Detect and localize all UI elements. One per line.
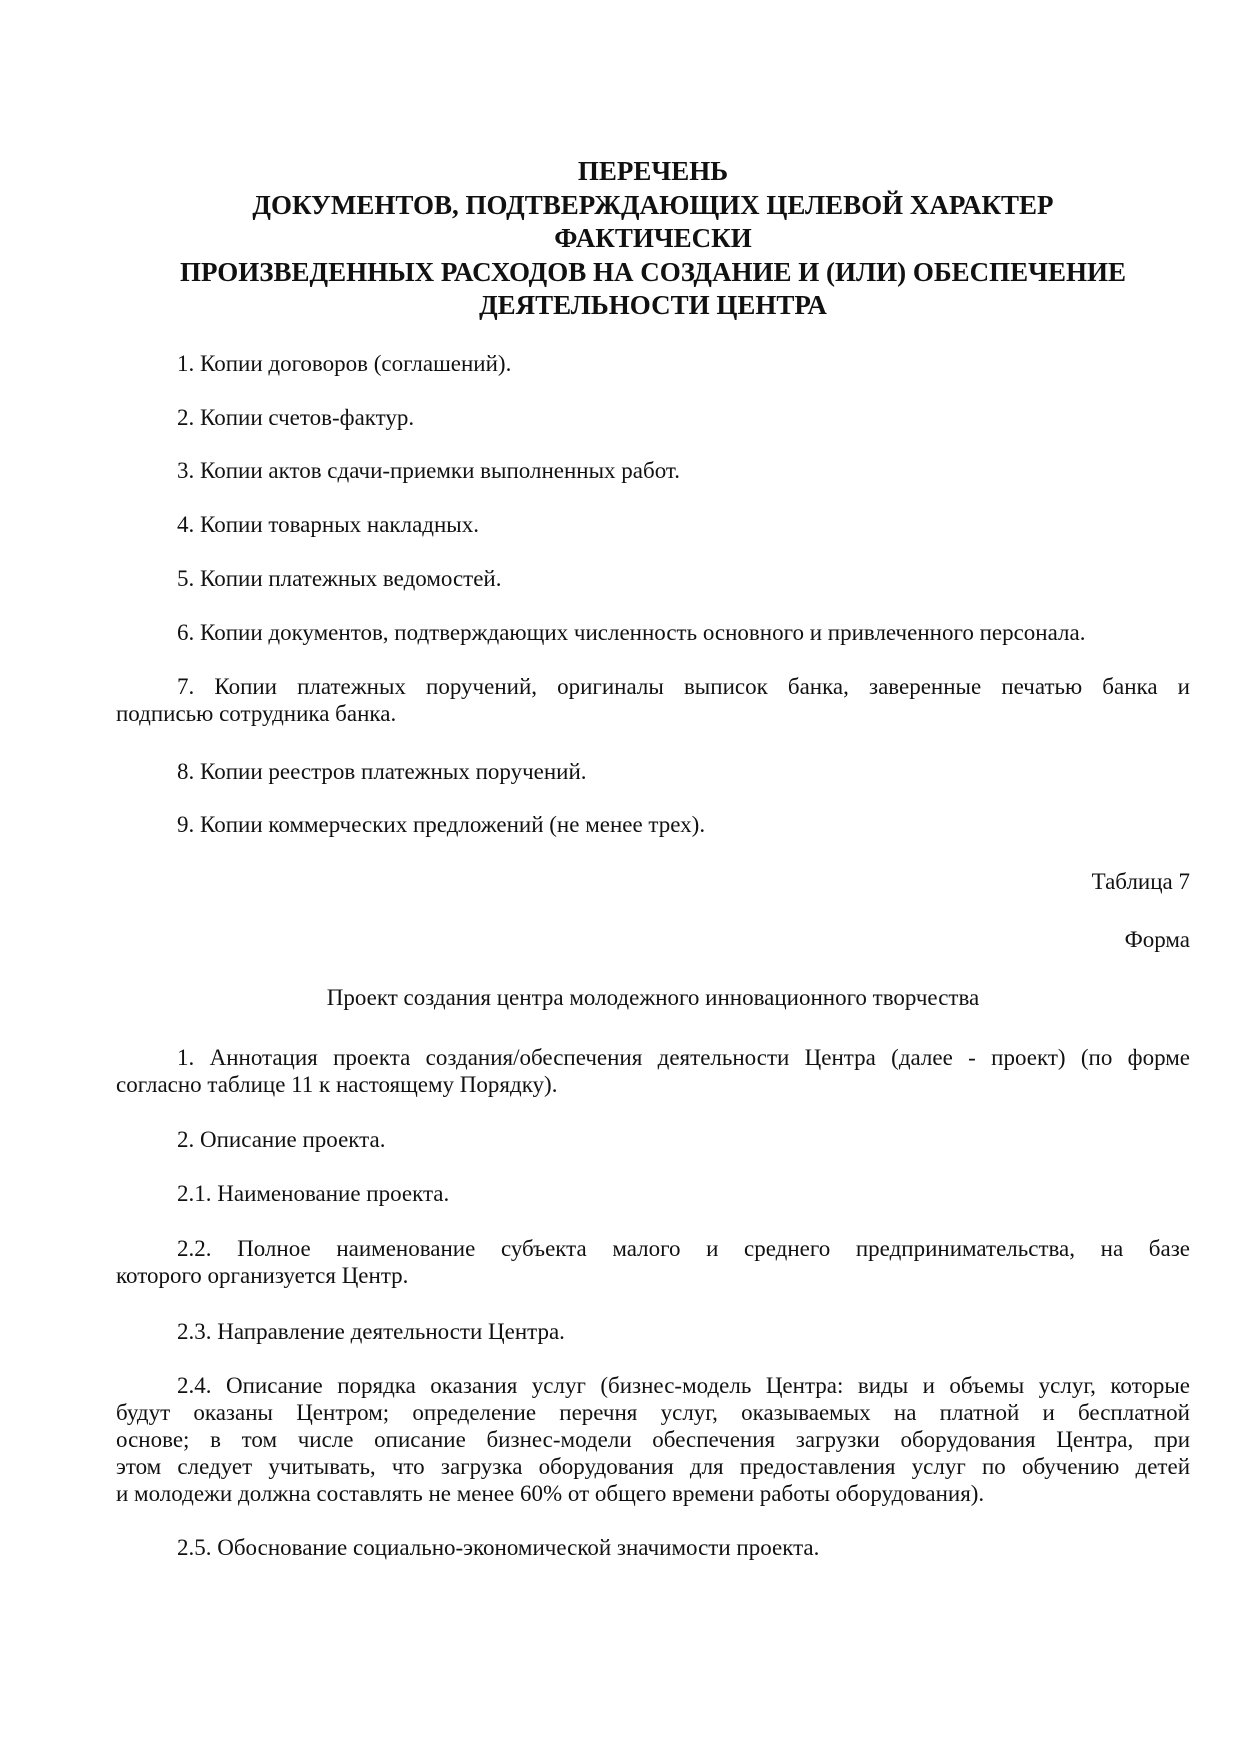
- document-title: [116, 155, 1190, 323]
- paragraph-line: основе; в том числе описание бизнес-модели обеспечения загрузки оборудования Центра, при: [116, 1427, 1190, 1452]
- form-item: [116, 1126, 1190, 1153]
- form-item: [116, 1180, 1190, 1207]
- title-line: ПРОИЗВЕДЕННЫХ РАСХОДОВ НА СОЗДАНИЕ И (ИЛИ) ОБЕСПЕЧЕНИЕ: [179, 256, 1127, 287]
- list-item: [116, 619, 1190, 646]
- paragraph-line: 9. Копии коммерческих предложений (не менее трех).: [177, 812, 706, 837]
- paragraph-line: будут оказаны Центром; определение перечня услуг, оказываемых на платной и бесплатной: [116, 1400, 1190, 1425]
- paragraph-line: 2.3. Направление деятельности Центра.: [177, 1319, 565, 1344]
- paragraph-line: согласно таблице 11 к настоящему Порядку).: [116, 1072, 558, 1097]
- title-line: ПЕРЕЧЕНЬ: [577, 156, 729, 186]
- list-item: [116, 673, 1190, 727]
- paragraph-line: 5. Копии платежных ведомостей.: [177, 566, 502, 591]
- paragraph-line: 4. Копии товарных накладных.: [177, 512, 479, 537]
- paragraph-line: 2. Копии счетов-фактур.: [177, 405, 415, 430]
- list-item: [116, 758, 1190, 785]
- list-item: [116, 811, 1190, 838]
- title-line: ДЕЯТЕЛЬНОСТИ ЦЕНТРА: [479, 290, 827, 320]
- table-label: Таблица 7: [1091, 869, 1190, 894]
- paragraph-line: 7. Копии платежных поручений, оригиналы выписок банка, заверенные печатью банка и: [177, 674, 1190, 699]
- paragraph-line: и молодежи должна составлять не менее 60% от общего времени работы оборудования).: [116, 1481, 985, 1506]
- form-item: [116, 1534, 1190, 1561]
- form-item: [116, 1044, 1190, 1098]
- paragraph-line: 1. Копии договоров (соглашений).: [177, 351, 512, 376]
- form-item: [116, 1372, 1190, 1507]
- paragraph-line: подписью сотрудника банка.: [116, 701, 397, 726]
- form-title: Проект создания центра молодежного инновационного творчества: [326, 985, 980, 1010]
- form-item: [116, 1235, 1190, 1289]
- list-item: [116, 404, 1190, 431]
- paragraph-line: 1. Аннотация проекта создания/обеспечения деятельности Центра (далее - проект) (по форме: [177, 1045, 1190, 1070]
- paragraph-line: 2.5. Обоснование социально-экономической значимости проекта.: [177, 1535, 820, 1560]
- paragraph-line: 2.2. Полное наименование субъекта малого и среднего предпринимательства, на базе: [177, 1236, 1190, 1261]
- form-item: [116, 1318, 1190, 1345]
- paragraph-line: которого организуется Центр.: [116, 1263, 409, 1288]
- paragraph-line: 2. Описание проекта.: [177, 1127, 386, 1152]
- paragraph-line: 2.1. Наименование проекта.: [177, 1181, 450, 1206]
- title-line: ДОКУМЕНТОВ, ПОДТВЕРЖДАЮЩИХ ЦЕЛЕВОЙ ХАРАКТЕР: [252, 189, 1054, 220]
- form-label: Форма: [1124, 927, 1190, 952]
- paragraph-line: 6. Копии документов, подтверждающих численность основного и привлеченного персонала.: [177, 620, 1086, 645]
- paragraph-line: 2.4. Описание порядка оказания услуг (бизнес-модель Центра: виды и объемы услуг, которые: [177, 1373, 1190, 1398]
- list-item: [116, 511, 1190, 538]
- list-item: [116, 457, 1190, 484]
- title-line: ФАКТИЧЕСКИ: [554, 223, 752, 253]
- paragraph-line: этом следует учитывать, что загрузка оборудования для предоставления услуг по обучению детей: [116, 1454, 1190, 1479]
- list-item: [116, 565, 1190, 592]
- paragraph-line: 3. Копии актов сдачи-приемки выполненных работ.: [177, 458, 680, 483]
- paragraph-line: 8. Копии реестров платежных поручений.: [177, 759, 587, 784]
- list-item: [116, 350, 1190, 377]
